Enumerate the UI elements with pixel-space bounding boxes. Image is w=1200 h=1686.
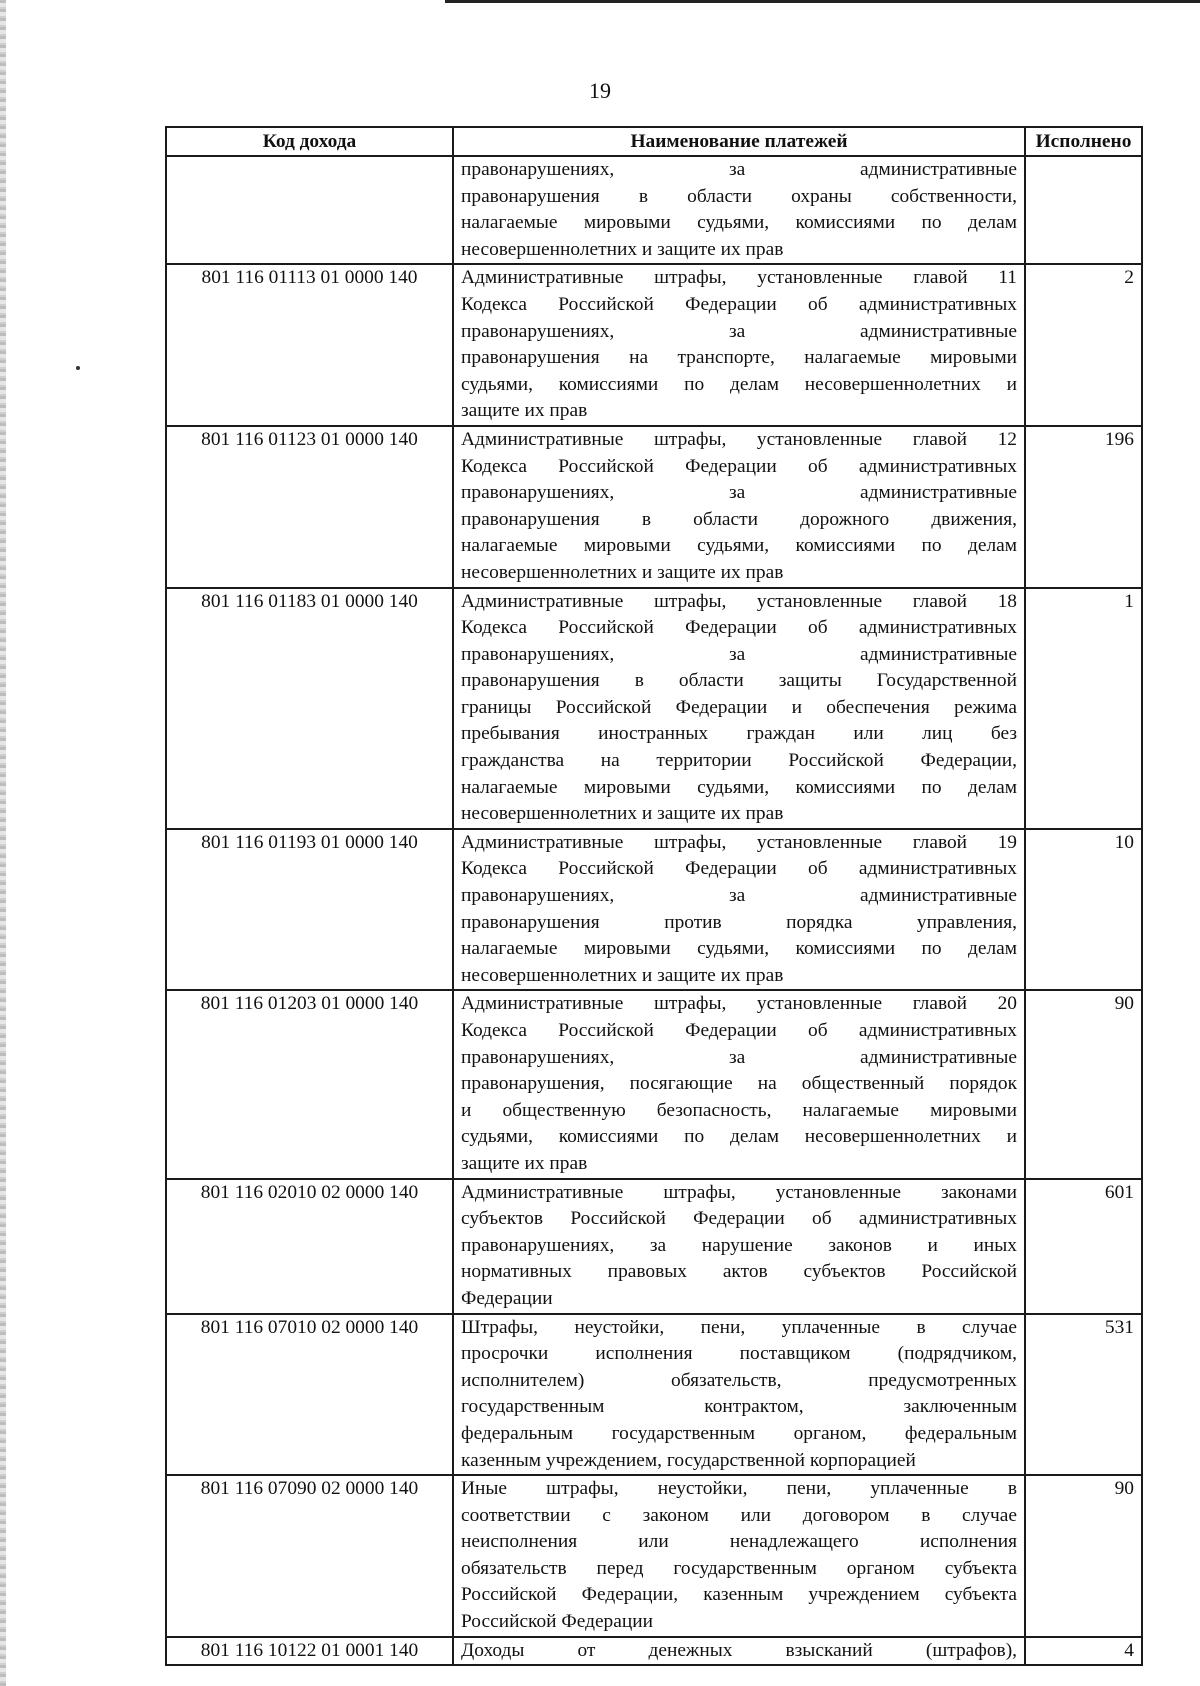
payment-name-line: Российской Федерации, казенным учреждением субъекта [461,1584,1017,1606]
scan-edge-top [445,0,1200,3]
executed-amount: 601 [1025,1179,1142,1314]
payment-name [453,1179,1025,1314]
revenue-code [166,156,453,264]
executed-amount [1025,156,1142,264]
scan-edge-left [0,0,6,1686]
payment-name-line: Административные штрафы, установленные главой 20 [461,993,1017,1015]
executed-amount: 90 [1025,1475,1142,1637]
table-row [166,588,1142,829]
table-row [166,1179,1142,1314]
revenue-code: 801 116 01203 01 0000 140 [166,990,453,1178]
payment-name-line: Административные штрафы, установленные главой 11 [461,267,1017,289]
executed-amount: 10 [1025,829,1142,991]
payment-name-line: Кодекса Российской Федерации об административных [461,617,1017,639]
payment-name-line: Административные штрафы, установленные главой 19 [461,831,1017,853]
revenue-code: 801 116 10122 01 0001 140 [166,1637,453,1666]
executed-amount: 4 [1025,1637,1142,1666]
payment-name-line: правонарушениях, за административные [461,159,1017,180]
revenue-code: 801 116 01113 01 0000 140 [166,264,453,426]
table-row [166,1637,1142,1666]
payment-name-line: государственным контрактом, заключенным [461,1396,1017,1418]
payment-name-line: исполнителем) обязательств, предусмотренных [461,1369,1017,1391]
revenue-code: 801 116 01183 01 0000 140 [166,588,453,829]
payment-name-line: Административные штрафы, установленные законами [461,1181,1017,1203]
payment-name-line: несовершеннолетних и защите их прав [461,803,784,825]
payment-name-line: правонарушения в области дорожного движения, [461,508,1017,530]
executed-amount: 531 [1025,1314,1142,1476]
table-body [166,156,1142,1665]
payment-name-line: Административные штрафы, установленные главой 18 [461,590,1017,612]
revenue-code: 801 116 01123 01 0000 140 [166,426,453,588]
revenue-code: 801 116 01193 01 0000 140 [166,829,453,991]
payment-name-line: несовершеннолетних и защите их прав [461,561,784,583]
payment-name-line: налагаемые мировыми судьями, комиссиями по делам [461,776,1017,798]
table-row [166,1475,1142,1637]
payment-name-line: субъектов Российской Федерации об административных [461,1208,1017,1230]
payment-name [453,156,1025,264]
payment-name-line: Российской Федерации [461,1611,653,1633]
payment-name-line: пребывания иностранных граждан или лиц без [461,723,1017,745]
table-row [166,156,1142,264]
payment-name-line: судьями, комиссиями по делам несовершеннолетних и [461,1126,1017,1148]
payment-name-line: неисполнения или ненадлежащего исполнения [461,1531,1017,1553]
executed-amount: 90 [1025,990,1142,1178]
revenue-table [165,126,1143,1666]
payment-name-line: федеральным государственным органом, федеральным [461,1422,1017,1444]
payment-name-line: Штрафы, неустойки, пени, уплаченные в случае [461,1316,1017,1338]
payment-name-line: налагаемые мировыми судьями, комиссиями по делам [461,535,1017,557]
payment-name-line: Федерации [461,1287,553,1309]
payment-name-line: правонарушениях, за административные [461,885,1017,907]
payment-name-line: Кодекса Российской Федерации об административных [461,293,1017,315]
table-row [166,1314,1142,1476]
payment-name [453,1637,1025,1666]
payment-name [453,264,1025,426]
payment-name-line: Доходы от денежных взысканий (штрафов), [461,1639,1017,1661]
payment-name-line: правонарушениях, за административные [461,320,1017,342]
header-name: Наименование платежей [453,127,1025,156]
payment-name-line: Иные штрафы, неустойки, пени, уплаченные в [461,1478,1017,1500]
payment-name-line: правонарушениях, за административные [461,643,1017,665]
table-row [166,264,1142,426]
payment-name [453,588,1025,829]
table-row [166,990,1142,1178]
payment-name-line: Кодекса Российской Федерации об административных [461,1020,1017,1041]
payment-name-line: соответствии с законом или договором в случае [461,1504,1017,1526]
payment-name-line: Кодекса Российской Федерации об административных [461,455,1017,477]
payment-name-line: правонарушения против порядка управления, [461,911,1017,933]
payment-name-line: границы Российской Федерации и обеспечения режима [461,696,1017,718]
page-number: 19 [589,78,611,103]
revenue-code: 801 116 07090 02 0000 140 [166,1475,453,1637]
payment-name [453,829,1025,991]
executed-amount: 1 [1025,588,1142,829]
executed-amount: 2 [1025,264,1142,426]
header-code: Код дохода [166,127,453,156]
payment-name-line: правонарушения в области защиты Государственной [461,670,1017,692]
payment-name-line: нормативных правовых актов субъектов Российской [461,1261,1017,1283]
payment-name [453,1314,1025,1476]
revenue-code: 801 116 02010 02 0000 140 [166,1179,453,1314]
executed-amount: 196 [1025,426,1142,588]
payment-name-line: и общественную безопасность, налагаемые мировыми [461,1099,1017,1121]
payment-name-line: обязательств перед государственным органом субъекта [461,1557,1017,1579]
payment-name-line: Административные штрафы, установленные главой 12 [461,428,1017,450]
table-row [166,426,1142,588]
payment-name-line: гражданства на территории Российской Федерации, [461,750,1017,772]
table-header-row [166,127,1142,156]
payment-name-line: просрочки исполнения поставщиком (подрядчиком, [461,1343,1017,1365]
stray-dot [76,366,80,370]
payment-name [453,426,1025,588]
payment-name-line: несовершеннолетних и защите их прав [461,238,784,260]
payment-name-line: казенным учреждением, государственной корпорацией [461,1449,916,1471]
payment-name-line: защите их прав [461,1152,588,1174]
table-row [166,829,1142,991]
payment-name-line: несовершеннолетних и защите их прав [461,964,784,986]
payment-name-line: правонарушениях, за административные [461,1046,1017,1068]
payment-name-line: защите их прав [461,400,588,422]
payment-name-line: правонарушения в области охраны собственности, [461,185,1017,207]
header-done: Исполнено [1025,127,1142,156]
payment-name [453,990,1025,1178]
payment-name-line: правонарушения на транспорте, налагаемые мировыми [461,347,1017,369]
payment-name-line: Кодекса Российской Федерации об административных [461,858,1017,880]
revenue-code: 801 116 07010 02 0000 140 [166,1314,453,1476]
payment-name-line: судьями, комиссиями по делам несовершеннолетних и [461,373,1017,395]
payment-name-line: правонарушения, посягающие на общественный порядок [461,1073,1017,1095]
payment-name-line: правонарушениях, за нарушение законов и иных [461,1234,1017,1256]
payment-name [453,1475,1025,1637]
payment-name-line: правонарушениях, за административные [461,482,1017,504]
payment-name-line: налагаемые мировыми судьями, комиссиями по делам [461,212,1017,234]
payment-name-line: налагаемые мировыми судьями, комиссиями по делам [461,938,1017,960]
